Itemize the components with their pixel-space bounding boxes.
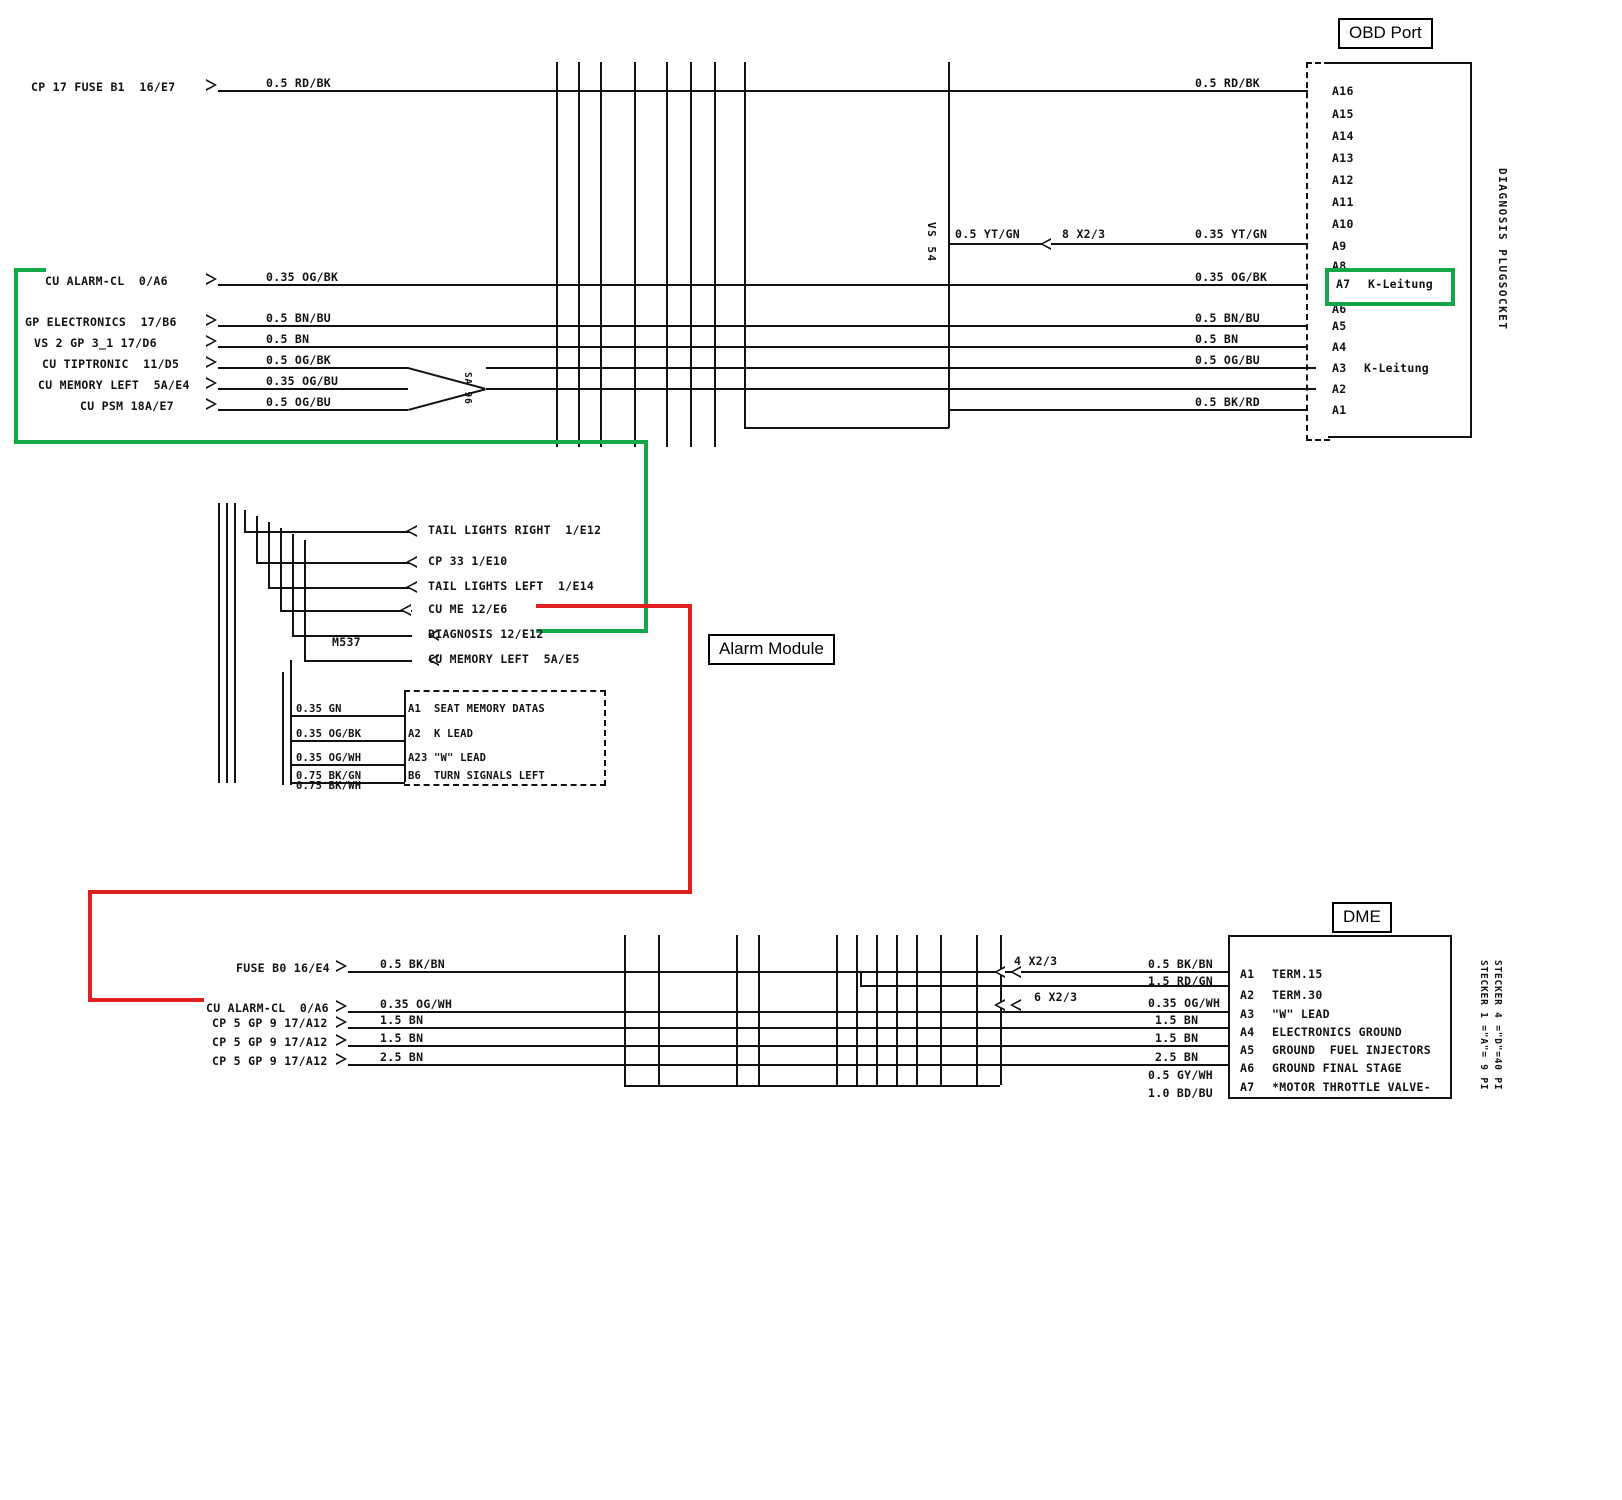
dme-right-wire-3: 1.5 BN bbox=[1155, 1013, 1199, 1027]
wire-line bbox=[948, 243, 1308, 245]
obd-right-wire-1: 0.35 YT/GN bbox=[1195, 227, 1268, 241]
obd-pin-A7-desc: K-Leitung bbox=[1368, 277, 1434, 291]
bus-line bbox=[856, 935, 858, 1085]
wire-line bbox=[860, 971, 862, 986]
bus-line bbox=[736, 935, 738, 1085]
dme-pin-id-2: A3 bbox=[1240, 1007, 1255, 1021]
crossover-line bbox=[408, 367, 486, 389]
dme-pin-id-0: A1 bbox=[1240, 967, 1255, 981]
obd-right-wire-5: 0.5 OG/BU bbox=[1195, 353, 1261, 367]
annotation-green-segment bbox=[14, 440, 648, 444]
obd-left-label-3: VS 2 GP 3_1 17/D6 bbox=[34, 336, 157, 350]
bus-line bbox=[600, 62, 602, 447]
wire-line bbox=[290, 715, 405, 717]
splice-arrow-icon bbox=[1010, 999, 1021, 1011]
wire-line bbox=[304, 540, 306, 661]
dme-pin-desc-3: ELECTRONICS GROUND bbox=[1272, 1025, 1403, 1039]
dme-pin-id-4: A5 bbox=[1240, 1043, 1255, 1057]
wire-line bbox=[244, 510, 246, 532]
annotation-red-segment bbox=[88, 998, 204, 1002]
obd-pin-A7: A7 bbox=[1336, 277, 1351, 291]
wire-line bbox=[256, 516, 258, 563]
wire-line bbox=[486, 388, 1316, 390]
alarm-pin-id-3: B6 bbox=[408, 770, 422, 782]
bus-line bbox=[896, 935, 898, 1085]
wire-line bbox=[268, 522, 270, 588]
obd-pin-A12: A12 bbox=[1332, 173, 1354, 187]
connector-arrow-icon bbox=[206, 273, 217, 285]
alarm-pin-id-2: A23 bbox=[408, 752, 428, 764]
callout-dme: DME bbox=[1332, 902, 1392, 933]
obd-pin-A1: A1 bbox=[1332, 403, 1347, 417]
annotation-red-segment bbox=[88, 890, 692, 894]
alarm-pin-id-0: A1 bbox=[408, 703, 422, 715]
bus-line bbox=[948, 62, 950, 428]
connector-arrow-icon bbox=[336, 960, 347, 972]
bus-line bbox=[666, 62, 668, 447]
dme-pin-desc-5: GROUND FINAL STAGE bbox=[1272, 1061, 1403, 1075]
obd-mid-splice: 8 X2/3 bbox=[1062, 227, 1106, 241]
wire-line bbox=[486, 367, 1316, 369]
dme-pin-id-1: A2 bbox=[1240, 988, 1255, 1002]
connector-arrow-icon bbox=[206, 335, 217, 347]
alarm-pin-wire-3: 0.75 BK/GN bbox=[296, 770, 362, 782]
obd-left-wire-6: 0.5 OG/BU bbox=[266, 395, 332, 409]
dme-pin-desc-2: "W" LEAD bbox=[1272, 1007, 1330, 1021]
bus-line bbox=[556, 62, 558, 447]
obd-left-wire-3: 0.5 BN bbox=[266, 332, 310, 346]
wire-line bbox=[304, 660, 412, 662]
splice-arrow-icon bbox=[1040, 238, 1051, 250]
annotation-green-segment bbox=[536, 629, 648, 633]
obd-left-wire-1: 0.35 OG/BK bbox=[266, 270, 339, 284]
alarm-connector-0: TAIL LIGHTS RIGHT 1/E12 bbox=[428, 523, 602, 537]
obd-connector-top-edge bbox=[1328, 62, 1472, 64]
harness-line bbox=[282, 672, 284, 785]
wire-line bbox=[292, 534, 294, 636]
connector-arrow-icon bbox=[336, 1034, 347, 1046]
alarm-connector-1: CP 33 1/E10 bbox=[428, 554, 508, 568]
dme-pin-id-3: A4 bbox=[1240, 1025, 1255, 1039]
obd-left-label-0: CP 17 FUSE B1 16/E7 bbox=[31, 80, 176, 94]
alarm-module-left-edge bbox=[404, 690, 406, 782]
wire-line bbox=[218, 325, 1308, 327]
dme-left-label-2: CP 5 GP 9 17/A12 bbox=[212, 1016, 328, 1030]
connector-arrow-icon bbox=[406, 525, 417, 537]
obd-pin-A15: A15 bbox=[1332, 107, 1354, 121]
alarm-pin-wire-0: 0.35 GN bbox=[296, 703, 342, 715]
wire-line bbox=[290, 740, 405, 742]
connector-arrow-icon bbox=[406, 581, 417, 593]
dme-pin-desc-0: TERM.15 bbox=[1272, 967, 1323, 981]
bus-line bbox=[578, 62, 580, 447]
callout-obd-port: OBD Port bbox=[1338, 18, 1433, 49]
bus-line bbox=[624, 935, 626, 1085]
connector-arrow-icon bbox=[336, 1016, 347, 1028]
bus-line bbox=[744, 62, 746, 427]
dme-pin-id-6: A7 bbox=[1240, 1080, 1255, 1094]
alarm-pin-wire-4: 0.75 BK/WH bbox=[296, 780, 362, 792]
alarm-connector-3: CU ME 12/E6 bbox=[428, 602, 508, 616]
bus-line bbox=[976, 935, 978, 1085]
dme-right-wire-6: 0.5 GY/WH bbox=[1148, 1068, 1214, 1082]
harness-line bbox=[234, 503, 236, 783]
bus-line bbox=[634, 62, 636, 447]
wire-line bbox=[348, 1045, 1228, 1047]
dme-left-label-3: CP 5 GP 9 17/A12 bbox=[212, 1035, 328, 1049]
wire-line bbox=[348, 1011, 1228, 1013]
wire-line bbox=[348, 1064, 1228, 1066]
obd-pin-A10: A10 bbox=[1332, 217, 1354, 231]
connector-arrow-icon bbox=[206, 314, 217, 326]
obd-left-wire-4: 0.5 OG/BK bbox=[266, 353, 332, 367]
connector-arrow-icon bbox=[206, 377, 217, 389]
obd-side-label: DIAGNOSIS PLUGSOCKET bbox=[1496, 168, 1509, 331]
obd-pin-A8: A8 bbox=[1332, 259, 1347, 273]
bus-line bbox=[744, 427, 949, 429]
annotation-red-segment bbox=[88, 890, 92, 1002]
obd-left-label-1: CU ALARM-CL 0/A6 bbox=[45, 274, 168, 288]
bus-line bbox=[714, 62, 716, 447]
dme-right-wire-1: 1.5 RD/GN bbox=[1148, 974, 1214, 988]
alarm-module-code: M537 bbox=[332, 635, 361, 649]
dme-left-label-4: CP 5 GP 9 17/A12 bbox=[212, 1054, 328, 1068]
obd-right-wire-6: 0.5 BK/RD bbox=[1195, 395, 1261, 409]
dme-left-label-1: CU ALARM-CL 0/A6 bbox=[206, 1001, 329, 1015]
dme-pin-desc-6: *MOTOR THROTTLE VALVE- bbox=[1272, 1080, 1431, 1094]
dme-splice-0: 4 X2/3 bbox=[1014, 954, 1058, 968]
obd-pin-A2: A2 bbox=[1332, 382, 1347, 396]
annotation-a7-k-leitung bbox=[1325, 268, 1455, 306]
dme-left-wire-4: 2.5 BN bbox=[380, 1050, 424, 1064]
connector-arrow-icon bbox=[336, 1053, 347, 1065]
alarm-connector-2: TAIL LIGHTS LEFT 1/E14 bbox=[428, 579, 595, 593]
obd-left-label-6: CU PSM 18A/E7 bbox=[80, 399, 174, 413]
obd-right-wire-0: 0.5 RD/BK bbox=[1195, 76, 1261, 90]
alarm-connector-4: DIAGNOSIS 12/E12 bbox=[428, 627, 544, 641]
bus-line bbox=[940, 935, 942, 1085]
obd-pin-A3: A3 bbox=[1332, 361, 1347, 375]
alarm-pin-desc-0: SEAT MEMORY DATAS bbox=[434, 703, 545, 715]
obd-pin-A4: A4 bbox=[1332, 340, 1347, 354]
obd-pin-A11: A11 bbox=[1332, 195, 1354, 209]
alarm-connector-5: CU MEMORY LEFT 5A/E5 bbox=[428, 652, 580, 666]
dme-splice-1: 6 X2/3 bbox=[1034, 990, 1078, 1004]
splice-arrow-icon bbox=[994, 999, 1005, 1011]
sa96-label: SA 96 bbox=[462, 372, 473, 405]
connector-arrow-icon bbox=[206, 398, 217, 410]
dme-right-wire-4: 1.5 BN bbox=[1155, 1031, 1199, 1045]
dme-pin-id-5: A6 bbox=[1240, 1061, 1255, 1075]
annotation-green-segment bbox=[14, 268, 18, 444]
dme-side-label-2: STECKER 4 ="D"=40 PI bbox=[1492, 960, 1503, 1091]
wire-line bbox=[218, 90, 1308, 92]
bus-line bbox=[690, 62, 692, 447]
obd-left-label-2: GP ELECTRONICS 17/B6 bbox=[25, 315, 177, 329]
wire-line bbox=[218, 367, 408, 369]
dme-left-wire-0: 0.5 BK/BN bbox=[380, 957, 446, 971]
obd-right-wire-2: 0.35 OG/BK bbox=[1195, 270, 1268, 284]
dme-right-wire-2: 0.35 OG/WH bbox=[1148, 996, 1221, 1010]
alarm-pin-desc-3: TURN SIGNALS LEFT bbox=[434, 770, 545, 782]
bus-line bbox=[624, 1085, 1000, 1087]
obd-left-wire-0: 0.5 RD/BK bbox=[266, 76, 332, 90]
annotation-green-segment bbox=[14, 268, 46, 272]
obd-pin-A16: A16 bbox=[1332, 84, 1354, 98]
alarm-pin-wire-1: 0.35 OG/BK bbox=[296, 728, 362, 740]
dme-pin-desc-1: TERM.30 bbox=[1272, 988, 1323, 1002]
harness-line bbox=[290, 660, 292, 785]
annotation-red-segment bbox=[688, 604, 692, 894]
obd-right-wire-4: 0.5 BN bbox=[1195, 332, 1239, 346]
obd-mid-wire: 0.5 YT/GN bbox=[955, 227, 1021, 241]
obd-connector-bottom-edge bbox=[1328, 436, 1472, 438]
connector-arrow-icon bbox=[406, 556, 417, 568]
wire-line bbox=[280, 610, 412, 612]
obd-left-label-4: CU TIPTRONIC 11/D5 bbox=[42, 357, 180, 371]
dme-side-label-1: STECKER 1 ="A"= 9 PI bbox=[1478, 960, 1489, 1091]
obd-pin-A5: A5 bbox=[1332, 319, 1347, 333]
dme-right-wire-5: 2.5 BN bbox=[1155, 1050, 1199, 1064]
dme-pin-desc-4: GROUND FUEL INJECTORS bbox=[1272, 1043, 1431, 1057]
harness-line bbox=[226, 503, 228, 783]
bus-line bbox=[658, 935, 660, 1085]
wire-line bbox=[218, 346, 1308, 348]
bus-line bbox=[836, 935, 838, 1085]
obd-pin-A14: A14 bbox=[1332, 129, 1354, 143]
splice-arrow-icon bbox=[994, 966, 1005, 978]
wire-line bbox=[218, 388, 408, 390]
obd-pin-A6: A6 bbox=[1332, 302, 1347, 316]
dme-left-wire-3: 1.5 BN bbox=[380, 1031, 424, 1045]
obd-pin-A9: A9 bbox=[1332, 239, 1347, 253]
obd-right-wire-3: 0.5 BN/BU bbox=[1195, 311, 1261, 325]
obd-left-wire-2: 0.5 BN/BU bbox=[266, 311, 332, 325]
wire-line bbox=[948, 409, 1308, 411]
obd-left-wire-5: 0.35 OG/BU bbox=[266, 374, 339, 388]
connector-arrow-icon bbox=[336, 1000, 347, 1012]
connector-arrow-icon bbox=[206, 356, 217, 368]
alarm-pin-id-1: A2 bbox=[408, 728, 422, 740]
vs54-label: VS 54 bbox=[925, 222, 938, 263]
annotation-red-segment bbox=[536, 604, 692, 608]
obd-connector-right-edge bbox=[1470, 62, 1472, 437]
obd-pin-A13: A13 bbox=[1332, 151, 1354, 165]
wire-line bbox=[218, 409, 408, 411]
dme-left-wire-2: 1.5 BN bbox=[380, 1013, 424, 1027]
dme-right-wire-7: 1.0 BD/BU bbox=[1148, 1086, 1214, 1100]
connector-arrow-icon bbox=[400, 604, 411, 616]
crossover-line bbox=[408, 388, 486, 410]
wire-line bbox=[348, 971, 1228, 973]
wire-line bbox=[348, 1027, 1228, 1029]
obd-left-label-5: CU MEMORY LEFT 5A/E4 bbox=[38, 378, 190, 392]
alarm-pin-wire-2: 0.35 OG/WH bbox=[296, 752, 362, 764]
obd-pin-A3-desc: K-Leitung bbox=[1364, 361, 1430, 375]
bus-line bbox=[876, 935, 878, 1085]
bus-line bbox=[916, 935, 918, 1085]
wire-line bbox=[218, 284, 1308, 286]
harness-line bbox=[218, 503, 220, 783]
alarm-pin-desc-1: K LEAD bbox=[434, 728, 474, 740]
dme-left-label-0: FUSE B0 16/E4 bbox=[236, 961, 330, 975]
dme-left-wire-1: 0.35 OG/WH bbox=[380, 997, 453, 1011]
obd-connector-outline bbox=[1306, 62, 1330, 441]
bus-line bbox=[758, 935, 760, 1085]
wire-line bbox=[290, 764, 405, 766]
callout-alarm-module: Alarm Module bbox=[708, 634, 835, 665]
alarm-pin-desc-2: "W" LEAD bbox=[434, 752, 487, 764]
dme-right-wire-0: 0.5 BK/BN bbox=[1148, 957, 1214, 971]
wire-line bbox=[280, 528, 282, 611]
connector-arrow-icon bbox=[206, 79, 217, 91]
wire-line bbox=[268, 587, 412, 589]
